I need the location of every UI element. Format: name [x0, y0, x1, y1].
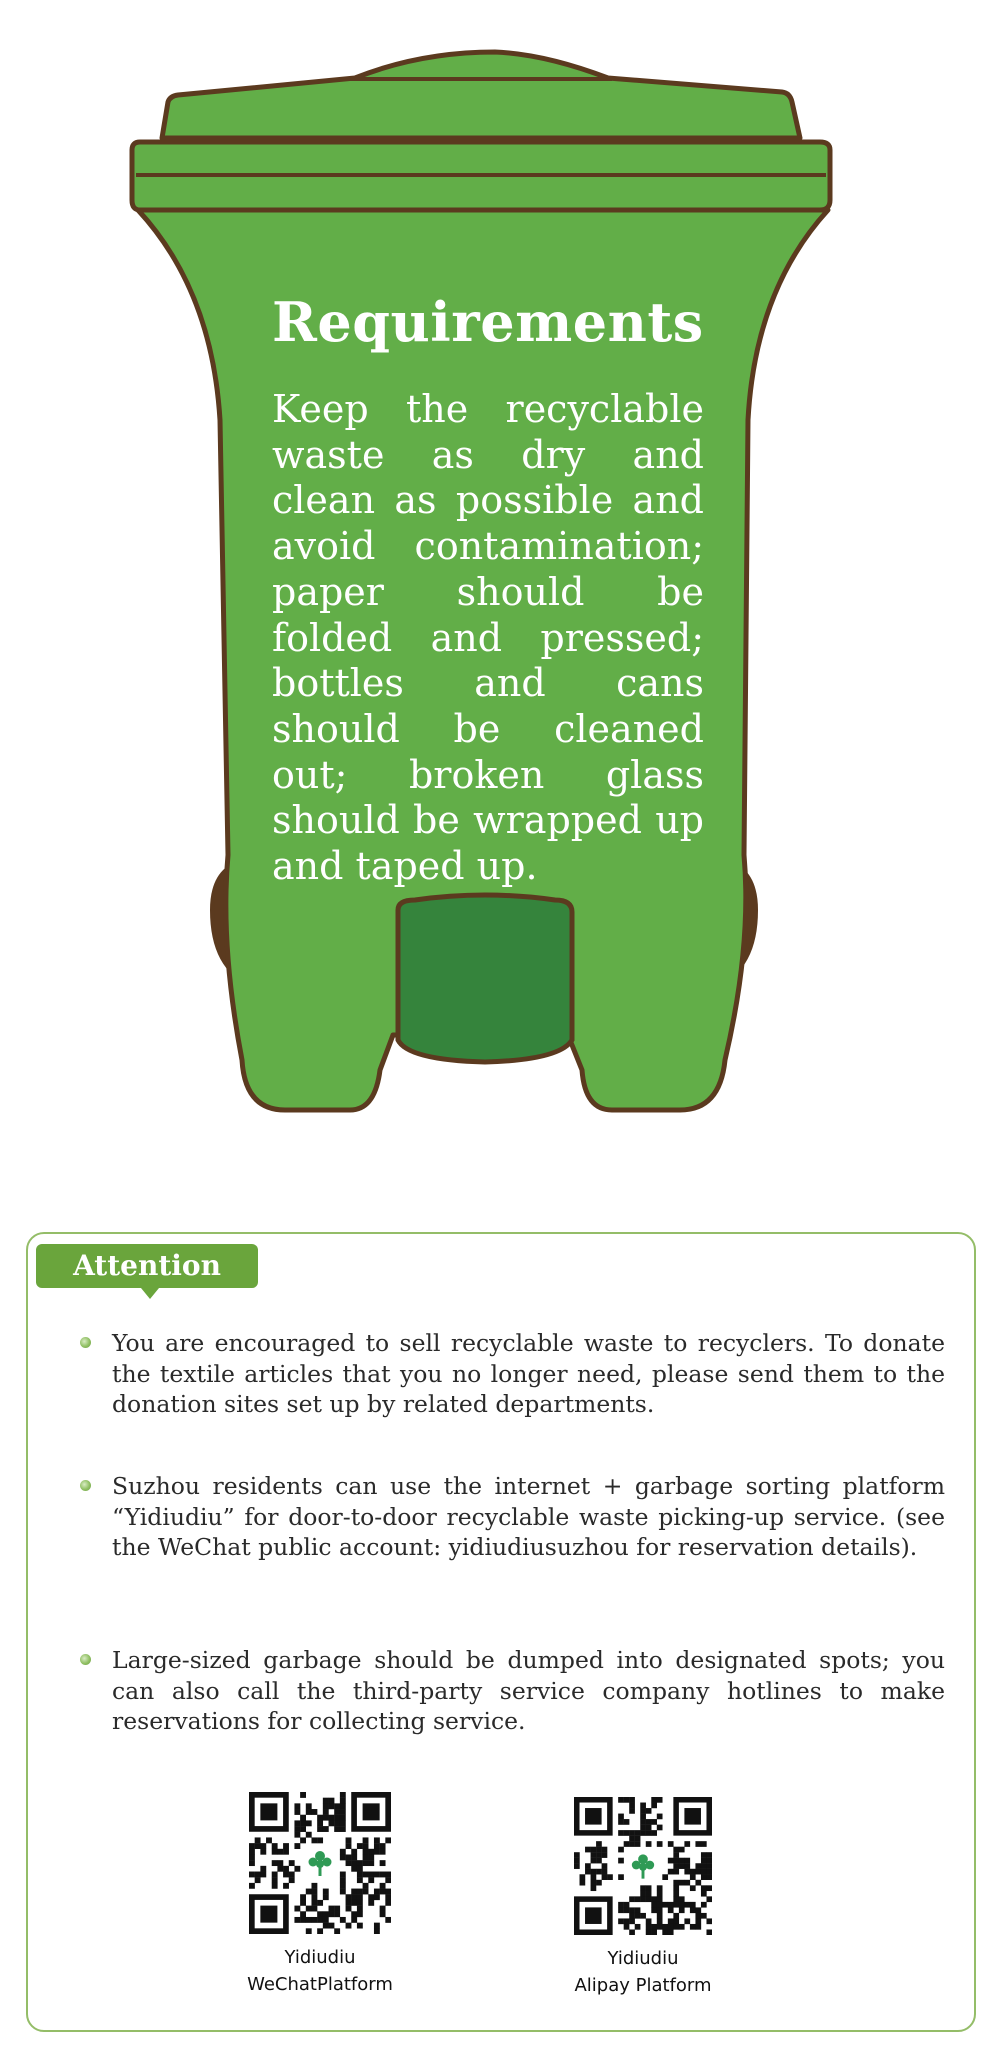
qr-alipay-name: Yidiudiu — [607, 1948, 679, 1969]
attention-item-3: Large-sized garbage should be dumped into designated spots; you can also call the third-party service company hotlines to make reservations for collecting service. — [112, 1646, 945, 1735]
attention-item-2: Suzhou residents can use the internet + garbage sorting platform “Yidiudiu” for door-to-door recyclable waste picking-up service. (see the WeChat public account: yidiudiusuzhou for reservation details). — [112, 1472, 945, 1561]
bullet-icon — [80, 1654, 91, 1665]
attention-item-1: You are encouraged to sell recyclable waste to recyclers. To donate the textile articles that you no longer need, please send them to the donation sites set up by related departments. — [112, 1329, 945, 1418]
attention-tag: Attention — [36, 1244, 258, 1288]
bin-lid-top — [162, 52, 800, 138]
bin-pedal — [398, 895, 572, 1062]
qr-wechat — [220, 1792, 420, 1998]
qr-alipay-platform: Alipay Platform — [574, 1975, 712, 1996]
requirements-body: Keep the recyclable waste as dry and clean as possible and avoid contamination; paper should be folded and pressed; bottles and cans should be cleaned out; broken glass should be wrapped up and taped up. — [272, 387, 704, 889]
bullet-icon — [80, 1337, 91, 1348]
bullet-icon — [80, 1480, 91, 1491]
alipay-qr-code-icon — [574, 1797, 712, 1935]
qr-wechat-platform: WeChatPlatform — [247, 1974, 393, 1995]
requirements-title: Requirements — [272, 290, 704, 354]
qr-wechat-name: Yidiudiu — [284, 1947, 356, 1968]
qr-alipay — [543, 1797, 743, 1999]
wechat-qr-code-icon — [249, 1792, 391, 1934]
